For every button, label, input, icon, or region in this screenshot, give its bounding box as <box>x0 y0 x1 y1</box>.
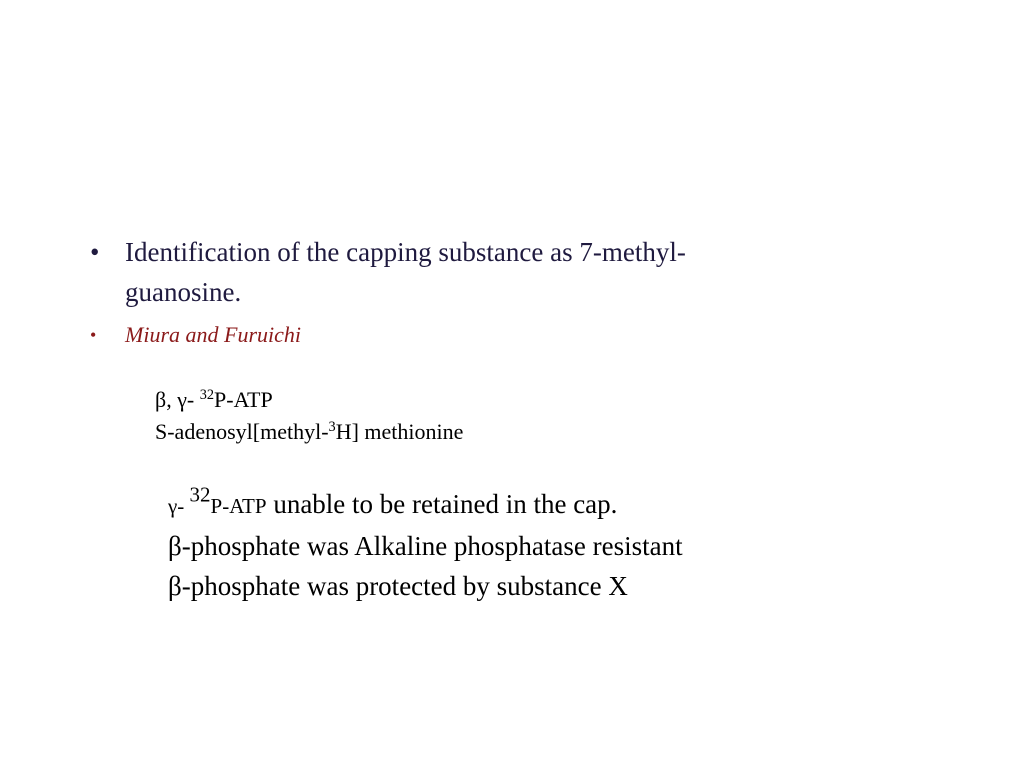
finding-gamma-prefix: γ- <box>168 494 190 518</box>
finding-gamma <box>168 484 683 526</box>
bullet-identification <box>90 232 710 312</box>
bullet-text-authors: Miura and Furuichi <box>125 322 301 347</box>
reagent-atp-isotope: 32 <box>199 387 215 404</box>
reagent-atp-prefix: β, γ- <box>155 387 200 412</box>
reagent-sam-suffix: H] methionine <box>335 419 464 444</box>
bullet-marker: • <box>90 237 100 267</box>
bullet-marker: • <box>90 325 97 345</box>
finding-alkaline: β-phosphate was Alkaline phosphatase resistant <box>168 531 683 561</box>
findings-block <box>168 484 683 606</box>
reagent-sam <box>155 416 463 448</box>
reagent-sam-prefix: S-adenosyl[methyl- <box>155 419 329 444</box>
finding-gamma-text: unable to be retained in the cap. <box>266 489 618 519</box>
reagent-sam-isotope: 3 <box>328 419 336 436</box>
reagent-atp-suffix: P-ATP <box>214 387 273 412</box>
finding-protected: β-phosphate was protected by substance X <box>168 571 628 601</box>
finding-gamma-isotope: 32 <box>189 482 211 507</box>
reagent-atp <box>155 384 463 416</box>
finding-gamma-atp: P-ATP <box>210 494 267 518</box>
bullet-authors <box>90 320 301 350</box>
bullet-text-identification: Identification of the capping substance as 7-methyl-guanosine. <box>125 237 686 307</box>
reagents-block <box>155 384 463 448</box>
